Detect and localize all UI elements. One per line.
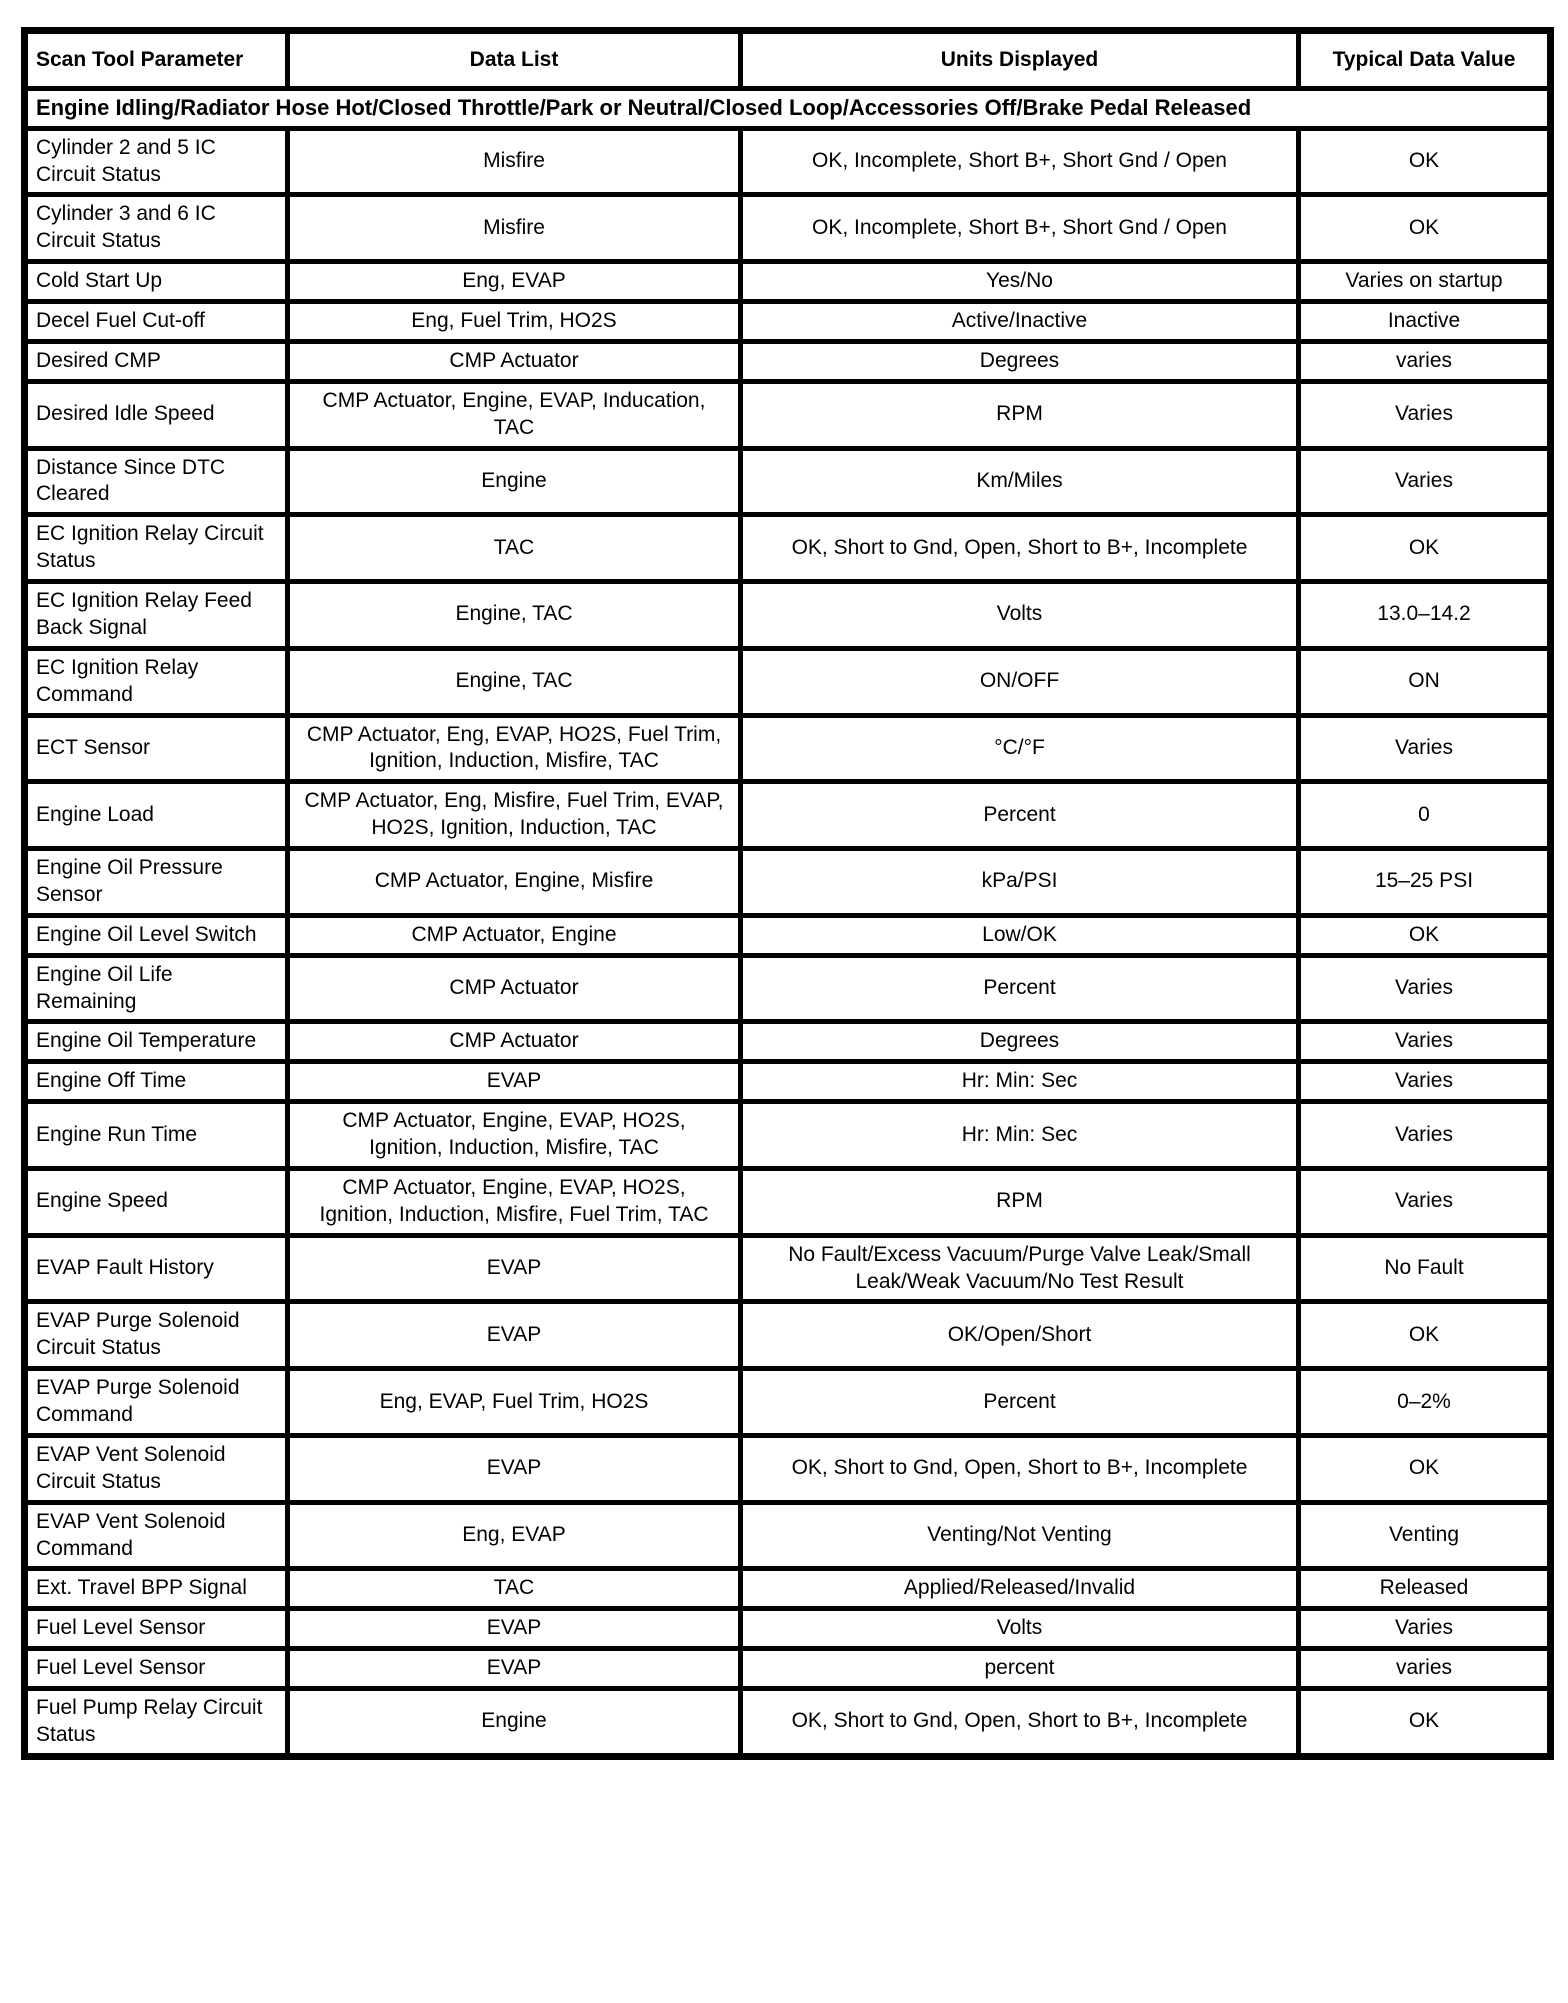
data-list-cell: Engine — [288, 448, 741, 515]
parameter-cell: Cold Start Up — [25, 262, 288, 302]
data-list-cell: Engine, TAC — [288, 648, 741, 715]
data-list-cell: EVAP — [288, 1302, 741, 1369]
table-row — [25, 1569, 1551, 1609]
parameter-cell: Fuel Level Sensor — [25, 1609, 288, 1649]
typical-data-value-cell: 13.0–14.2 — [1299, 582, 1551, 649]
table-row — [25, 262, 1551, 302]
data-list-cell: EVAP — [288, 1235, 741, 1302]
parameter-cell: EVAP Vent Solenoid Circuit Status — [25, 1435, 288, 1502]
parameter-cell: EC Ignition Relay Feed Back Signal — [25, 582, 288, 649]
units-displayed-cell: Low/OK — [741, 915, 1299, 955]
condition-banner-row — [25, 89, 1551, 128]
data-list-cell: TAC — [288, 1569, 741, 1609]
data-list-cell: Engine — [288, 1689, 741, 1757]
typical-data-value-cell: Varies — [1299, 1022, 1551, 1062]
typical-data-value-cell: 15–25 PSI — [1299, 849, 1551, 916]
typical-data-value-cell: Varies — [1299, 715, 1551, 782]
table-row — [25, 1168, 1551, 1235]
data-list-cell: Eng, EVAP, Fuel Trim, HO2S — [288, 1369, 741, 1436]
table-row — [25, 1649, 1551, 1689]
parameter-cell: Engine Oil Pressure Sensor — [25, 849, 288, 916]
data-list-cell: CMP Actuator, Eng, EVAP, HO2S, Fuel Trim, Ignition, Induction, Misfire, TAC — [288, 715, 741, 782]
table-body — [25, 128, 1551, 1756]
units-displayed-cell: OK, Incomplete, Short B+, Short Gnd / Open — [741, 128, 1299, 195]
typical-data-value-cell: Varies — [1299, 1062, 1551, 1102]
units-displayed-cell: OK, Incomplete, Short B+, Short Gnd / Open — [741, 195, 1299, 262]
units-displayed-cell: Hr: Min: Sec — [741, 1102, 1299, 1169]
typical-data-value-cell: Varies — [1299, 1168, 1551, 1235]
table-row — [25, 1102, 1551, 1169]
typical-data-value-cell: No Fault — [1299, 1235, 1551, 1302]
units-displayed-cell: Volts — [741, 1609, 1299, 1649]
data-list-cell: CMP Actuator, Engine, EVAP, HO2S, Ignition, Induction, Misfire, TAC — [288, 1102, 741, 1169]
units-displayed-cell: Percent — [741, 782, 1299, 849]
parameter-cell: Fuel Level Sensor — [25, 1649, 288, 1689]
typical-data-value-cell: Released — [1299, 1569, 1551, 1609]
typical-data-value-cell: OK — [1299, 195, 1551, 262]
parameter-cell: Cylinder 2 and 5 IC Circuit Status — [25, 128, 288, 195]
units-displayed-cell: kPa/PSI — [741, 849, 1299, 916]
column-header-units-displayed: Units Displayed — [741, 31, 1299, 89]
parameter-cell: Engine Oil Temperature — [25, 1022, 288, 1062]
parameter-cell: EVAP Vent Solenoid Command — [25, 1502, 288, 1569]
units-displayed-cell: ON/OFF — [741, 648, 1299, 715]
typical-data-value-cell: ON — [1299, 648, 1551, 715]
parameter-cell: Desired Idle Speed — [25, 381, 288, 448]
table-row — [25, 782, 1551, 849]
data-list-cell: EVAP — [288, 1609, 741, 1649]
typical-data-value-cell: OK — [1299, 915, 1551, 955]
units-displayed-cell: Percent — [741, 955, 1299, 1022]
table-row — [25, 955, 1551, 1022]
parameter-cell: Cylinder 3 and 6 IC Circuit Status — [25, 195, 288, 262]
typical-data-value-cell: Varies — [1299, 448, 1551, 515]
units-displayed-cell: OK, Short to Gnd, Open, Short to B+, Incomplete — [741, 1435, 1299, 1502]
typical-data-value-cell: OK — [1299, 128, 1551, 195]
parameter-cell: EC Ignition Relay Command — [25, 648, 288, 715]
parameter-cell: Engine Run Time — [25, 1102, 288, 1169]
units-displayed-cell: Hr: Min: Sec — [741, 1062, 1299, 1102]
data-list-cell: EVAP — [288, 1649, 741, 1689]
units-displayed-cell: RPM — [741, 381, 1299, 448]
table-row — [25, 715, 1551, 782]
parameter-cell: EC Ignition Relay Circuit Status — [25, 515, 288, 582]
data-list-cell: CMP Actuator, Engine, Misfire — [288, 849, 741, 916]
parameter-cell: Fuel Pump Relay Circuit Status — [25, 1689, 288, 1757]
data-list-cell: Engine, TAC — [288, 582, 741, 649]
data-list-cell: Misfire — [288, 128, 741, 195]
data-list-cell: EVAP — [288, 1062, 741, 1102]
parameter-cell: EVAP Fault History — [25, 1235, 288, 1302]
table-row — [25, 1302, 1551, 1369]
column-header-typical-data-value: Typical Data Value — [1299, 31, 1551, 89]
typical-data-value-cell: Varies — [1299, 1609, 1551, 1649]
units-displayed-cell: Km/Miles — [741, 448, 1299, 515]
header-row — [25, 31, 1551, 89]
typical-data-value-cell: OK — [1299, 1435, 1551, 1502]
table-row — [25, 341, 1551, 381]
units-displayed-cell: Yes/No — [741, 262, 1299, 302]
table-row — [25, 1502, 1551, 1569]
data-list-cell: CMP Actuator, Eng, Misfire, Fuel Trim, EVAP, HO2S, Ignition, Induction, TAC — [288, 782, 741, 849]
typical-data-value-cell: Varies — [1299, 381, 1551, 448]
parameter-cell: ECT Sensor — [25, 715, 288, 782]
table-header — [25, 31, 1551, 129]
data-list-cell: Misfire — [288, 195, 741, 262]
units-displayed-cell: Degrees — [741, 1022, 1299, 1062]
units-displayed-cell: percent — [741, 1649, 1299, 1689]
data-list-cell: CMP Actuator — [288, 1022, 741, 1062]
table-row — [25, 302, 1551, 342]
data-list-cell: Eng, EVAP — [288, 262, 741, 302]
typical-data-value-cell: Varies — [1299, 1102, 1551, 1169]
column-header-scan-tool-parameter: Scan Tool Parameter — [25, 31, 288, 89]
data-list-cell: CMP Actuator — [288, 955, 741, 1022]
typical-data-value-cell: OK — [1299, 1302, 1551, 1369]
table-row — [25, 1369, 1551, 1436]
table-row — [25, 381, 1551, 448]
typical-data-value-cell: 0 — [1299, 782, 1551, 849]
data-list-cell: CMP Actuator, Engine, EVAP, HO2S, Ignition, Induction, Misfire, Fuel Trim, TAC — [288, 1168, 741, 1235]
data-list-cell: Eng, EVAP — [288, 1502, 741, 1569]
parameter-cell: EVAP Purge Solenoid Command — [25, 1369, 288, 1436]
typical-data-value-cell: Inactive — [1299, 302, 1551, 342]
units-displayed-cell: OK/Open/Short — [741, 1302, 1299, 1369]
typical-data-value-cell: OK — [1299, 515, 1551, 582]
units-displayed-cell: No Fault/Excess Vacuum/Purge Valve Leak/Small Leak/Weak Vacuum/No Test Result — [741, 1235, 1299, 1302]
table-row — [25, 515, 1551, 582]
units-displayed-cell: Percent — [741, 1369, 1299, 1436]
parameter-cell: Engine Off Time — [25, 1062, 288, 1102]
parameter-cell: Engine Load — [25, 782, 288, 849]
data-list-cell: CMP Actuator, Engine — [288, 915, 741, 955]
data-list-cell: EVAP — [288, 1435, 741, 1502]
typical-data-value-cell: varies — [1299, 1649, 1551, 1689]
table-row — [25, 1022, 1551, 1062]
table-row — [25, 1609, 1551, 1649]
typical-data-value-cell: Varies on startup — [1299, 262, 1551, 302]
table-row — [25, 849, 1551, 916]
table-row — [25, 195, 1551, 262]
table-row — [25, 915, 1551, 955]
table-row — [25, 128, 1551, 195]
units-displayed-cell: °C/°F — [741, 715, 1299, 782]
units-displayed-cell: OK, Short to Gnd, Open, Short to B+, Incomplete — [741, 515, 1299, 582]
scan-tool-parameter-table — [21, 27, 1554, 1760]
typical-data-value-cell: 0–2% — [1299, 1369, 1551, 1436]
parameter-cell: Engine Oil Level Switch — [25, 915, 288, 955]
table-row — [25, 448, 1551, 515]
parameter-cell: Distance Since DTC Cleared — [25, 448, 288, 515]
parameter-cell: Decel Fuel Cut-off — [25, 302, 288, 342]
column-header-data-list: Data List — [288, 31, 741, 89]
condition-banner: Engine Idling/Radiator Hose Hot/Closed Throttle/Park or Neutral/Closed Loop/Accessories Off/Brake Pedal Released — [25, 89, 1551, 128]
units-displayed-cell: Volts — [741, 582, 1299, 649]
data-list-cell: Eng, Fuel Trim, HO2S — [288, 302, 741, 342]
table-row — [25, 648, 1551, 715]
typical-data-value-cell: OK — [1299, 1689, 1551, 1757]
parameter-cell: EVAP Purge Solenoid Circuit Status — [25, 1302, 288, 1369]
table-row — [25, 1062, 1551, 1102]
table-row — [25, 582, 1551, 649]
parameter-cell: Engine Speed — [25, 1168, 288, 1235]
parameter-cell: Desired CMP — [25, 341, 288, 381]
table-row — [25, 1235, 1551, 1302]
units-displayed-cell: OK, Short to Gnd, Open, Short to B+, Incomplete — [741, 1689, 1299, 1757]
units-displayed-cell: Active/Inactive — [741, 302, 1299, 342]
typical-data-value-cell: Varies — [1299, 955, 1551, 1022]
units-displayed-cell: Degrees — [741, 341, 1299, 381]
typical-data-value-cell: Venting — [1299, 1502, 1551, 1569]
units-displayed-cell: RPM — [741, 1168, 1299, 1235]
data-list-cell: CMP Actuator — [288, 341, 741, 381]
units-displayed-cell: Venting/Not Venting — [741, 1502, 1299, 1569]
table-row — [25, 1435, 1551, 1502]
data-list-cell: TAC — [288, 515, 741, 582]
parameter-cell: Ext. Travel BPP Signal — [25, 1569, 288, 1609]
units-displayed-cell: Applied/Released/Invalid — [741, 1569, 1299, 1609]
parameter-cell: Engine Oil Life Remaining — [25, 955, 288, 1022]
typical-data-value-cell: varies — [1299, 341, 1551, 381]
table-row — [25, 1689, 1551, 1757]
data-list-cell: CMP Actuator, Engine, EVAP, Inducation, TAC — [288, 381, 741, 448]
